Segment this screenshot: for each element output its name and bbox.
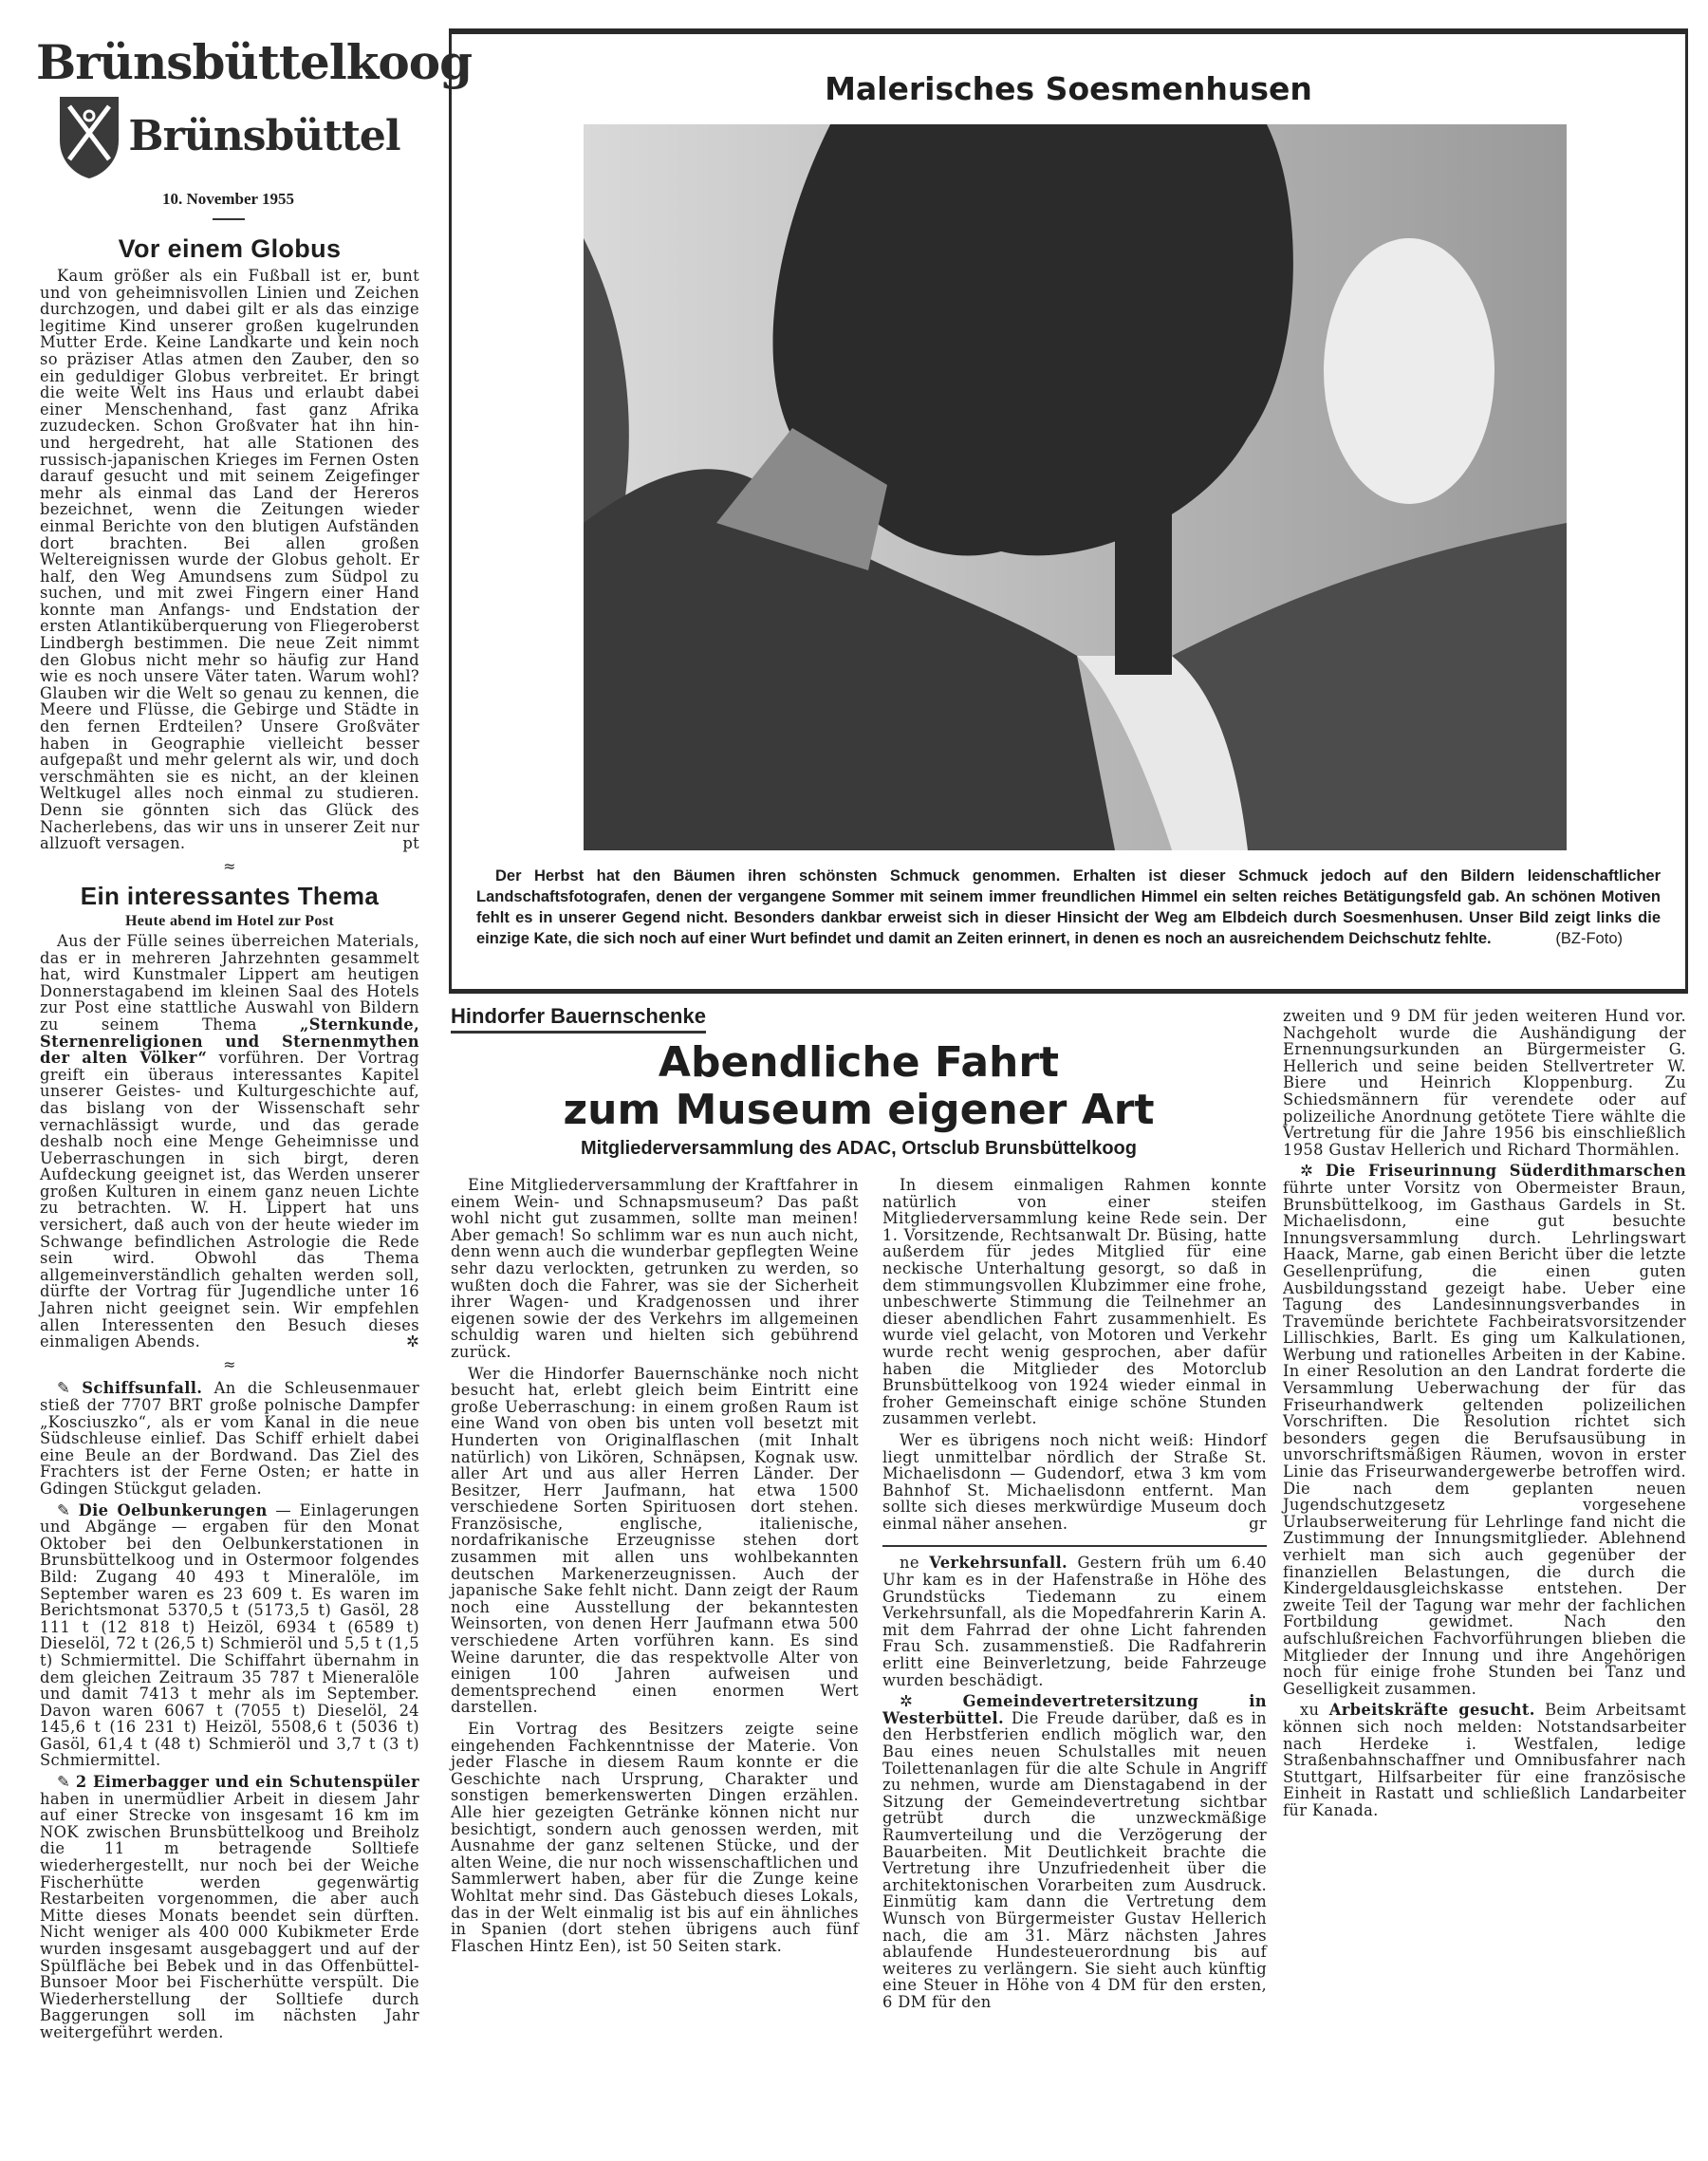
note-text: An die Schleusenmauer stieß der 7707 BRT große polnische Dampfer „Kosciuszko“, als er vom Kanal in die neue Südschleuse einlief. Das Schiff erhielt dabei eine Beule an der Bordwand. Das Ziel des Frachters ist der Ferne Osten; er hatte in Gdingen Stückgut geladen.: [40, 1379, 419, 1498]
article-text: vorführen. Der Vortrag greift ein überaus interessantes Kapitel unserer Geistes- und Kulturgeschichte auf, das bislang von der Wissenschaft sehr vernachlässigt wurde, und das gerade deshalb noch eine Menge Geheimnisse und Ueberraschungen in sich birgt, deren Aufdeckung geeignet ist, das Werden unserer großen Kulturen in einem ganz neuen Lichte zu betrachten. W. H. Lippert hat uns versichert, daß auch von der heute wieder im Schwange befindlichen Astrologie die Rede sein wird. Obwohl das Thema allgemeinverständlich gehalten werden soll, dürfte der Vortrag für Jugendliche unter 16 Jahren nicht geeignet sein. Wir empfehlen allen Interessenten den Besuch dieses einmaligen Abends.: [40, 1049, 419, 1351]
divider: [882, 1545, 1267, 1547]
masthead: [36, 34, 473, 220]
note-mark-icon: ✎: [57, 1773, 70, 1792]
headline-line: Abendliche Fahrt: [658, 1038, 1060, 1087]
note-mark-icon: ne: [900, 1554, 919, 1573]
news-note: [40, 1380, 419, 1497]
note-lead: Gemeindevertretersitzung in Westerbüttel.: [882, 1692, 1267, 1727]
note-text: haben in unermüdlier Arbeit in diesem Jahr auf einer Strecke von insgesamt 16 km im NOK zwischen Brunsbüttelkoog und Breiholz die 11 m betragende Solltiefe wiederhergestellt, nur noch bei der Weiche Fischerhütte werden gegenwärtig Restarbeiten vorgenommen, die aber auch Mitte dieses Monats beendet sein dürften. Nicht weniger als 400 000 Kubikmeter Erde wurden insgesamt ausgebaggert und auf der Spülfläche bei Bebek und in das Offenbüttel-Bunsoer Moor bei Fischerhütte verspült. Die Wiederherstellung der Solltiefe durch Baggerungen soll im nächsten Jahr weitergeführt werden.: [40, 1789, 419, 2041]
signature-star: ✲: [406, 1332, 419, 1351]
article-title: Vor einem Globus: [118, 234, 342, 263]
note-lead: Schiffsunfall.: [82, 1379, 203, 1398]
article-subtitle: Heute abend im Hotel zur Post: [124, 913, 335, 930]
note-text: Die Freude darüber, daß es in den Herbstferien endlich möglich war, den Bau eines neuen Schulstalles mit neuen Toilettenanlagen für die alte Schule in Angriff zu nehmen, wurde am Dienstagabend in der Sitzung der Gemeindevertretung sichtbar getrübt durch die unzweckmäßige Raumverteilung und die Verzögerung der Bauarbeiten. Mit Deutlichkeit brachte die Vertretung ihre Unzufriedenheit über die architektonischen Vorarbeiten zum Ausdruck. Einmütig kam dann die Vertretung dem Wunsch von Bürgermeister Gustav Hellerich nach, die am 31. März nächsten Jahres ablaufende Hundesteuerordnung bis auf weiteres zu verlängern. Sie sieht auch künftig eine Steuer in Höhe von 4 DM für den ersten, 6 DM für den: [882, 1708, 1267, 2011]
paragraph: zweiten und 9 DM für jeden weiteren Hund vor. Nachgeholt wurde die Aushändigung der Ernennungsurkunden an Bürgermeister G. Hellerich und seine beiden Stellvertreter W. Biere und Heinrich Kloppenburg. Zu Schiedsmännern für verendete oder auf polizeiliche Anordnung getötete Tiere wählte die Vertretung für die Jahre 1956 bis einschließlich 1958 Gustav Hellerich und Richard Thormählen.: [1283, 1007, 1686, 1159]
note-text: Gestern früh um 6.40 Uhr kam es in der Hafenstraße in Höhe des Grundstücks Tiedemann zu einem Verkehrsunfall, als die Mopedfahrerin Karin A. mit dem Fahrrad der ohne Licht fahrenden Frau Sch. zusammenstieß. Die Radfahrerin erlitt eine Beinverletzung, beide Fahrzeuge wurden beschädigt.: [882, 1554, 1267, 1689]
article-column-1: [451, 1177, 859, 1959]
paragraph: In diesem einmaligen Rahmen konnte natürlich von einer steifen Mitgliederversammlung keine Rede sein. Der 1. Vorsitzende, Rechtsanwalt Dr. Büsing, hatte außerdem für jedes Mitglied für eine neckische Unterhaltung gesorgt, so daß in dem stimmungsvollen Klubzimmer eine frohe, unbeschwerte Stimmung die Teilnehmer an dieser abendlichen Fahrt zusammenhielt. Es wurde viel gelacht, von Motoren und Verkehr wurde recht wenig gesprochen, aber dafür haben die Mitglieder des Motorclub Brunsbüttelkoog von 1924 wieder einmal in froher Gemeinschaft einige schöne Stunden zusammen verlebt.: [882, 1176, 1267, 1428]
news-note: [882, 1693, 1267, 2010]
news-note: [1283, 1702, 1686, 1818]
note-lead: Arbeitskräfte gesucht.: [1328, 1701, 1535, 1720]
note-lead: 2 Eimerbagger und ein Schutenspüler: [75, 1773, 419, 1792]
note-text: führte unter Vorsitz von Obermeister Braun, Brunsbüttelkoog, im Gasthaus Gardels in St. Michaelisdonn, eine gut besuchte Innungsversammlung durch. Lehrlingswart Haack, Marne, gab einen Bericht über die letzte Gesellenprüfung, die einen guten Ausbildungsstand gezeigt habe. Ueber eine Tagung des Landesinnungsverbandes in Travemünde berichtete Fachbeiratsvorsitzender Lillischkies, Barlt. Es ging um Kalkulationen, Werbung und rationelles Arbeiten in der Kabine. In einer Resolution an den Landrat forderte die Versammlung Ueberwachung der für das Friseurhandwerk geltenden polizeilichen Vorschriften. Die Resolution richtet sich besonders gegen die Berufsausübung in unvorschriftsmäßigen Räumen, wovon in erster Linie das Friseurwandergewerbe betroffen wird. Die nach dem geplanten neuen Jugendschutzgesetz vorgesehene Urlaubserweiterung für Lehrlinge fand nicht die Zustimmung der Innungsmitglieder. Ablehnend verhielt man sich auch gegenüber der finanziellen Belastungen, die durch die Kindergeldausgleichskasse entstehen. Der zweite Teil der Tagung war mehr der fachlichen Fortbildung gewidmet. Nach den aufschlußreichen Fachvorführungen blieben die Mitglieder der Innung und ihre Angehörigen noch für einige frohe Stunden bei Tanz und Geselligkeit zusammen.: [1283, 1178, 1686, 1698]
note-lead: Die Oelbunkerungen: [78, 1500, 268, 1519]
caption-text: Der Herbst hat den Bäumen ihren schönsten Schmuck genommen. Erhalten ist dieser Schmuck jedoch auf den Bildern leidenschaftlicher Landschaftsfotografen, denen der vergangene Sommer mit seinem immer freundlichen Himmel ein selten reiches Betätigungsfeld gab. An schönen Motiven fehlt es in unserer Gegend nicht. Besonders dankbar erweist sich in dieser Hinsicht der Weg am Elbdeich durch Soesmenhusen. Unser Bild zeigt links die einzige Kate, die sich noch auf einer Wurt befindet und damit an Zeiten erinnert, in denen es noch an ausreichendem Deichschutz fehlte.: [476, 867, 1661, 947]
note-mark-icon: ✲: [900, 1692, 913, 1711]
author-signature: gr: [1249, 1514, 1267, 1533]
separator: ≈: [223, 856, 236, 875]
paragraph: [882, 1432, 1267, 1533]
separator: ≈: [223, 1354, 236, 1373]
paragraph: Ein Vortrag des Besitzers zeigte seine eingehenden Fachkenntnisse der Materie. Von jeder Flasche in diesem Raum konnte er die Geschichte nach Ursprung, Charakter und sonstigen bemerkenswerten Dingen erzählen. Alle hier gezeigten Getränke können nicht nur besichtigt, sondern auch genossen werden, mit Ausnahme der ganz seltenen Stücke, und der alten Weine, die nur noch wissenschaftlichen und Sammlerwert haben, aber für die Zunge keine Wohltat mehr sind. Das Gästebuch dieses Lokals, das in der Welt einmalig ist bis auf ein ähnliches in Spanien (dort stehen übrigens auch fünf Flaschen Hintz Een), ist 50 Seiten stark.: [451, 1720, 859, 1955]
issue-date: 10. November 1955: [162, 190, 294, 208]
author-signature: pt: [402, 834, 419, 853]
article-kicker: Hindorfer Bauernschenke: [451, 1004, 706, 1034]
subheadline: Mitgliederversammlung des ADAC, Ortsclub Brunsbüttelkoog: [580, 1138, 1137, 1159]
divider: [213, 218, 245, 220]
note-mark-icon: xu: [1300, 1701, 1320, 1720]
article-title: Ein interessantes Thema: [80, 882, 380, 911]
headline-line: zum Museum eigener Art: [563, 1086, 1155, 1134]
note-text: Beim Arbeitsamt können sich noch melden: Notstandsarbeiter nach Herdeke i. Westfalen, ledige Straßenbahnschaffner und Omnibusfahrer nach Stuttgart, Hilfsarbeiter für eine französische Einheit in Rastatt und schließlich Landarbeiter für Kanada.: [1283, 1701, 1687, 1819]
main-headline: [451, 1039, 1267, 1160]
coat-of-arms-icon: [56, 93, 122, 180]
article-column-3: [1283, 1008, 1686, 1824]
paragraph: Eine Mitgliederversammlung der Kraftfahrer in einem Wein- und Schnapsmuseum? Das paßt wohl nicht gut zusammen, sollte man meinen! Aber gemach! So schlimm war es nun auch nicht, denn wenn auch die wunderbar gepflegten Weine sehr dazu verlockten, getrunken zu werden, so wußten doch die Fahrer, was sie der Sicherheit ihrer Wagen- und Kradgenossen und ihrer eigenen sowie der des Verkehrs im allgemeinen schuldig waren und hielten sich gebührend zurück.: [451, 1176, 859, 1361]
photo-caption: [476, 866, 1661, 949]
photo-box: [449, 28, 1688, 994]
note-mark-icon: ✲: [1300, 1162, 1313, 1181]
masthead-subtitle: Brünsbüttel: [128, 112, 400, 160]
photo-credit: (BZ-Foto): [1555, 930, 1623, 947]
article-body: [40, 268, 419, 852]
landscape-photo: [584, 124, 1567, 850]
note-lead: Verkehrsunfall.: [929, 1554, 1068, 1573]
article-text: Kaum größer als ein Fußball ist er, bunt und von geheimnisvollen Linien und Zeichen durchzogen, und dabei gilt er als das einzige legitime Kind unserer großen kugelrunden Mutter Erde. Keine Landkarte und kein noch so präziser Atlas atmen den Zauber, den so ein geduldiger Globus verbreitet. Er bringt die weite Welt ins Haus und erlaubt dabei einer Menschenhand, fast ganz Afrika zuzudecken. Schon Großvater hat ihn hin- und hergedreht, hat alle Stationen des russisch-japanischen Krieges im Fernen Osten darauf gesucht und mit seinem Zeigefinger mehr als einmal das Land der Hereros bezeichnet, wenn die Zeitungen wieder einmal Berichte von den blutigen Aufständen dort brachten. Bei allen großen Weltereignissen wurde der Globus geholt. Er half, den Weg Amundsens zum Südpol zu suchen, und mit zwei Fingern einer Hand konnte man Anfangs- und Endstation der ersten Atlantiküberquerung von Fliegeroberst Lindbergh bestimmen. Die neue Zeit nimmt den Globus nicht mehr so häufig zur Hand wie es noch unsere Väter taten. Warum wohl? Glauben wir die Welt so genau zu kennen, die Meere und Flüsse, die Gebirge und Städte in den fernen Erdteilen? Unsere Großväter haben in Geographie vielleicht besser aufgepaßt und mehr gelernt als wir, und doch verschmähten sie es nicht, an der kleinen Weltkugel alles noch einmal zu studieren. Denn sie gönnten sich das Glück des Nacherlebens, das wir uns in unserer Zeit nur allzuoft versagen.: [40, 267, 419, 853]
article-body: [40, 933, 419, 1351]
news-note: [1283, 1163, 1686, 1697]
paragraph-text: Wer es übrigens noch nicht weiß: Hindorf liegt unmittelbar nördlich der Straße St. Michaelisdonn — Gudendorf, etwa 3 km vom Bahnhof St. Michaelisdonn entfernt. Man sollte sich dieses merkwürdige Museum doch einmal näher ansehen.: [882, 1430, 1267, 1533]
article-column-2: [882, 1177, 1267, 2016]
article-text: Aus der Fülle seines überreichen Materials, das er in mehreren Jahrzehnten gesammelt hat, wird Kunstmaler Lippert am heutigen Donnerstagabend im kleinen Saal des Hotels zur Post eine stattliche Auswahl von Bildern zu seinem Thema: [40, 931, 419, 1034]
article-text-bold: „Sternkunde, Sternenreligionen und Sternenmythen der alten Völker“: [40, 1015, 419, 1068]
news-note: [40, 1502, 419, 1770]
note-mark-icon: ✎: [57, 1379, 70, 1398]
left-column: [40, 233, 419, 2046]
note-mark-icon: ✎: [57, 1500, 70, 1519]
news-note: [882, 1555, 1267, 1688]
photo-title: Malerisches Soesmenhusen: [825, 70, 1312, 107]
masthead-title: Brünsbüttelkoog: [36, 34, 473, 90]
note-lead: Die Friseurinnung Süderdithmarschen: [1325, 1162, 1687, 1181]
paragraph: Wer die Hindorfer Bauernschänke noch nicht besucht hat, erlebt gleich beim Eintritt eine große Ueberraschung: in einem großen Raum ist eine Wand von oben bis unten voll besetzt mit Hunderten von Originalflaschen (mit Inhalt natürlich) von Likören, Schnäpsen, Kognak usw. aller Art und aus aller Herren Länder. Der Besitzer, Herr Jaufmann, hat etwa 1500 verschiedene Sorten Spirituosen dort stehen. Französische, englische, italienische, nordafrikanische Erzeugnisse stehen dort zusammen mit allen uns wohlbekannten deutschen Markenerzeugnissen. Auch der japanische Sake fehlt nicht. Dann zeigt der Raum noch eine Ausstellung der bekanntesten Weinsorten, von denen Herr Jaufmann etwa 500 verschiedene Arten vorführen kann. Es sind Weine darunter, die das respektvolle Alter von einigen 100 Jahren aufweisen und dementsprechend einen enormen Wert darstellen.: [451, 1364, 859, 1717]
news-note: [40, 1774, 419, 2041]
note-text: — Einlagerungen und Abgänge — ergaben für den Monat Oktober bei den Oelbunkerstationen in Brunsbüttelkoog und in Ostermoor folgendes Bild: Zugang 40 493 t Mineralöle, im September waren es 23 609 t. Es waren im Berichtsmonat 5370,5 t (5173,5 t) Gasöl, 28 111 t (12 818 t) Heizöl, 6934 t (6589 t) Dieselöl, 72 t (26,5 t) Schmieröl und 5,5 t (1,5 t) Schmiermittel. Die Schiffahrt übernahm in dem gleichen Zeitraum 35 787 t Mieneralöle und damit 7413 t mehr als im September. Davon waren 6067 t (7055 t) Dieselöl, 24 145,6 t (16 231 t) Heizöl, 5508,6 t (5036 t) Gasöl, 61,4 t (48 t) Schmieröl und 3,7 t (3 t) Schmiermittel.: [40, 1500, 419, 1770]
